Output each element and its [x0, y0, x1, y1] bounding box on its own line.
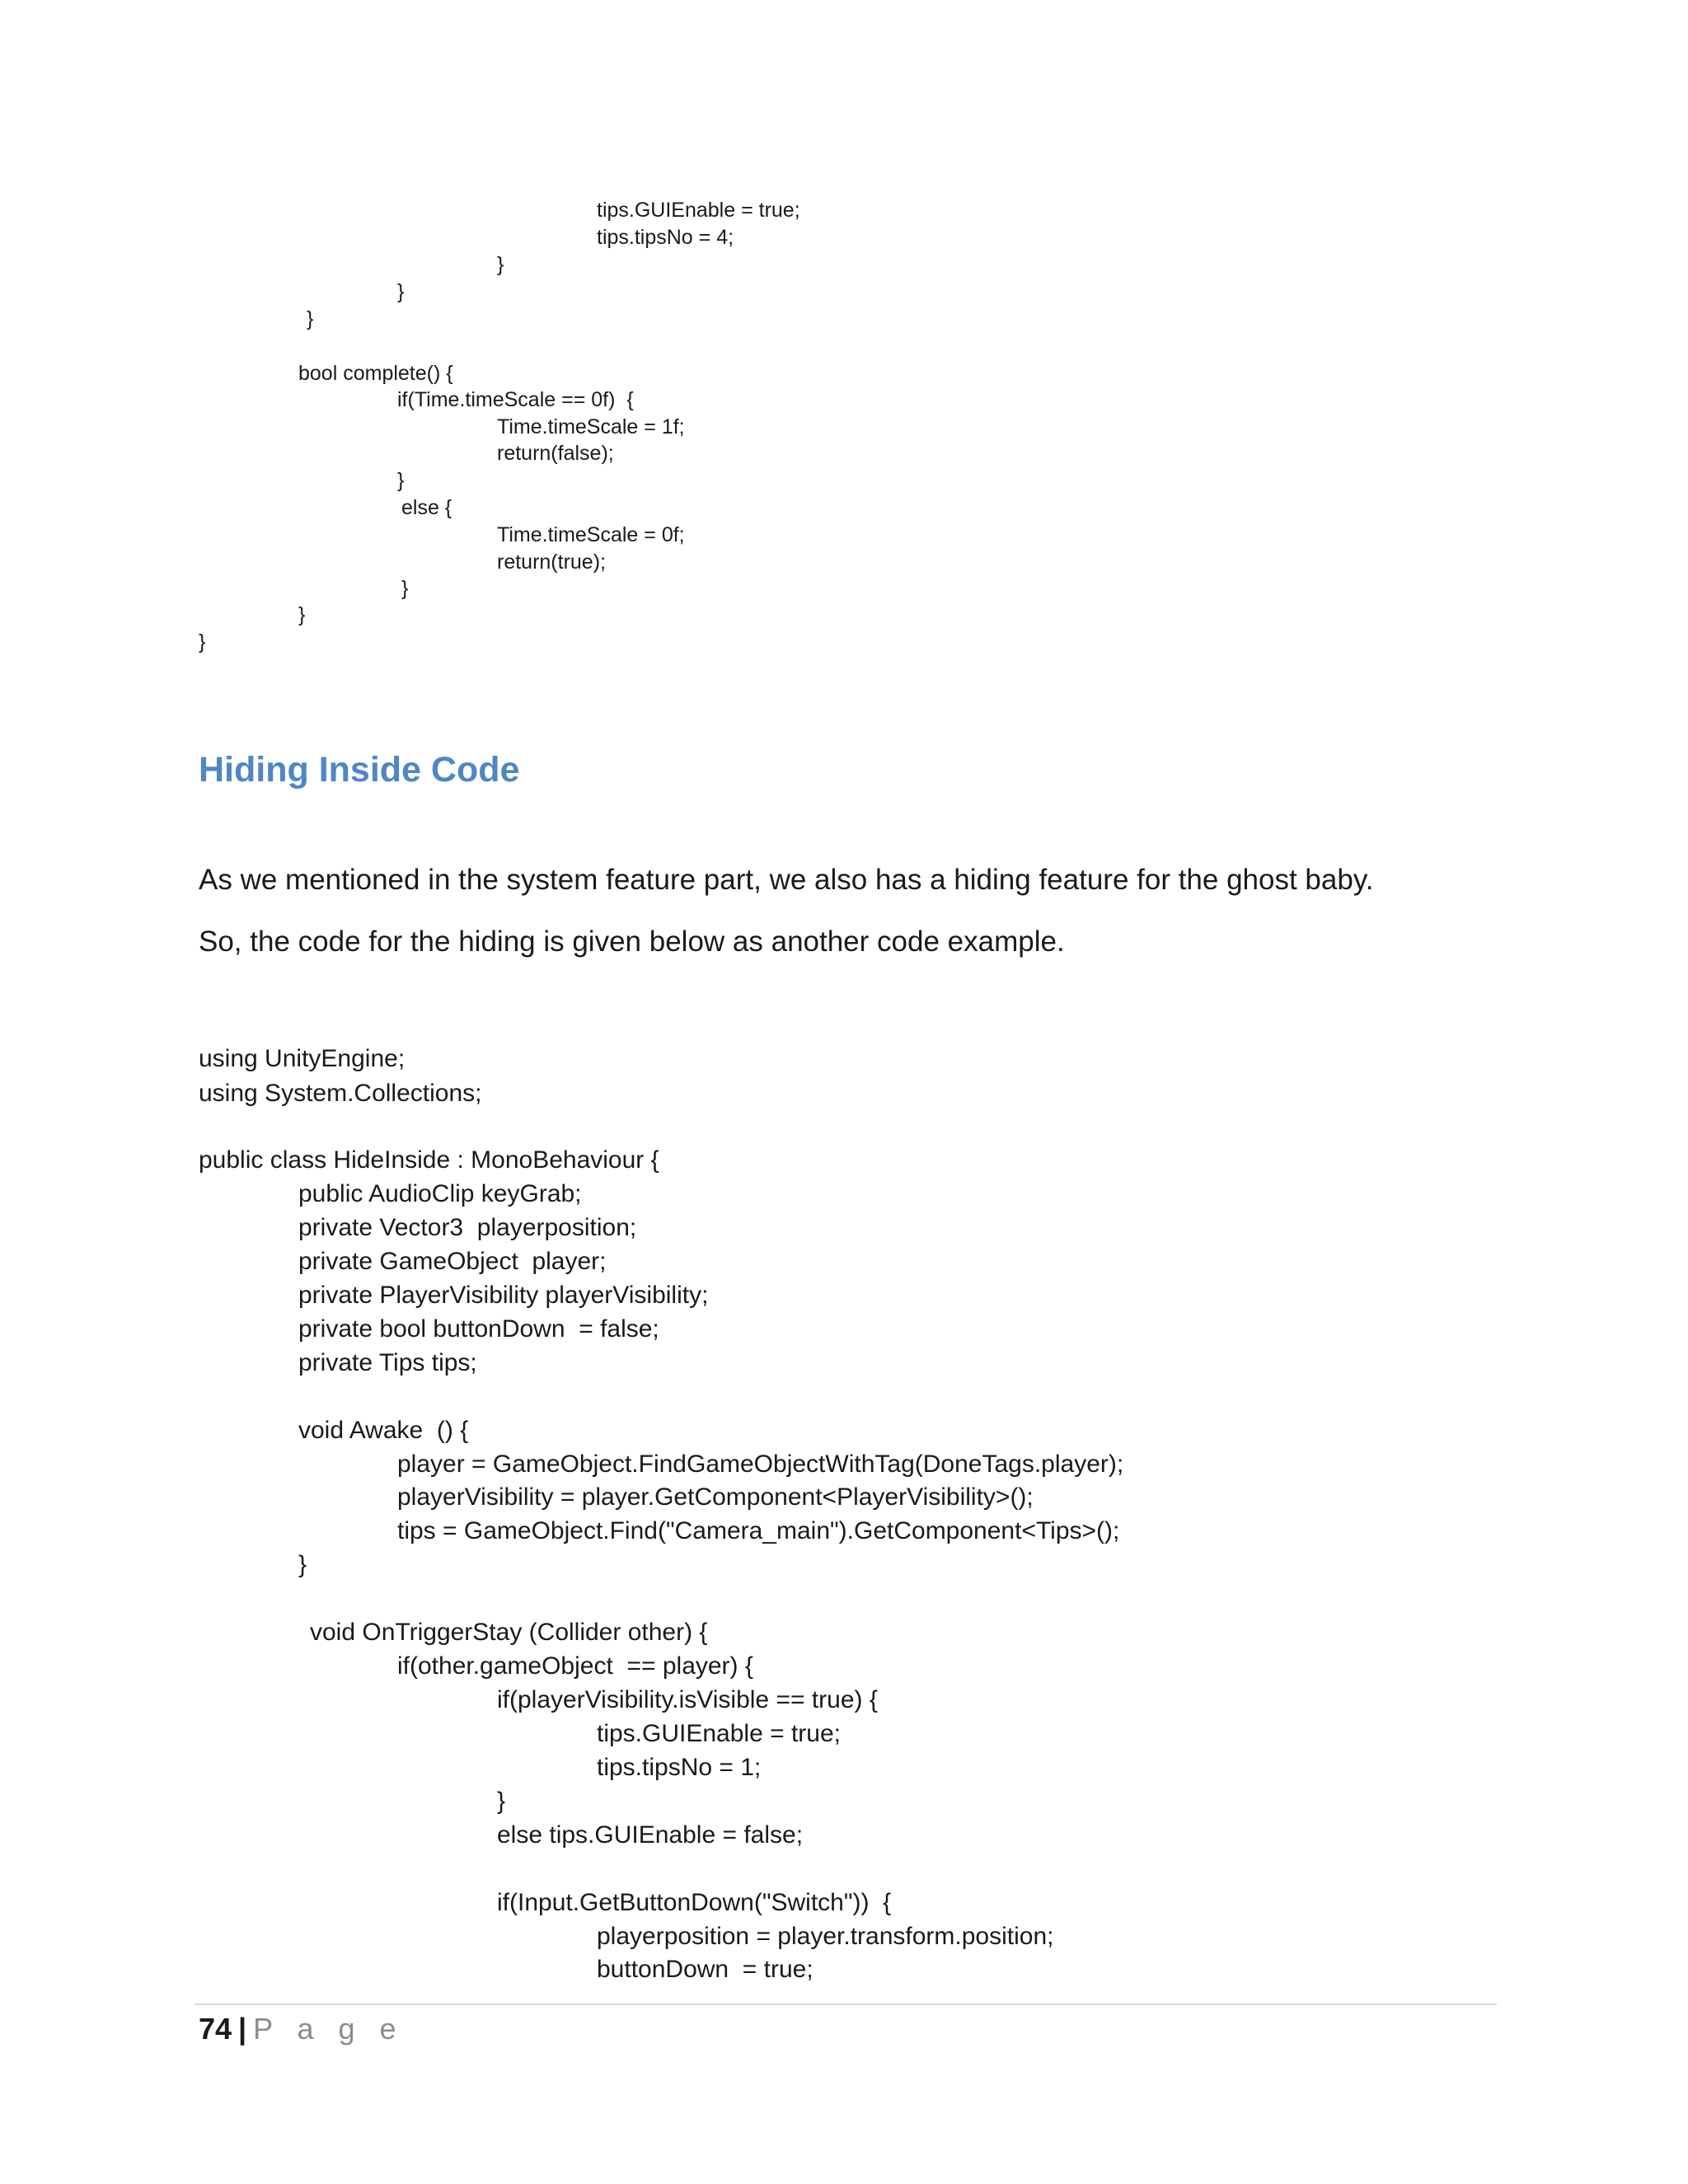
code-line: }: [401, 577, 409, 600]
code-line: }: [298, 1551, 307, 1578]
code-line: playerVisibility = player.GetComponent<PlayerVisibility>();: [397, 1483, 1034, 1511]
code-line: if(Time.timeScale == 0f) {: [397, 388, 634, 411]
code-line: private bool buttonDown = false;: [298, 1315, 659, 1343]
code-line: Time.timeScale = 0f;: [497, 523, 685, 546]
code-line: public AudioClip keyGrab;: [298, 1180, 582, 1207]
code-line: else {: [401, 496, 452, 519]
code-line: private Tips tips;: [298, 1349, 477, 1376]
code-line: return(true);: [497, 551, 606, 574]
code-line: if(Input.GetButtonDown("Switch")) {: [497, 1889, 892, 1916]
code-line: }: [397, 469, 405, 492]
code-line: tips.GUIEnable = true;: [597, 199, 800, 222]
code-line: private Vector3 playerposition;: [298, 1214, 637, 1241]
section-heading: Hiding Inside Code: [199, 750, 520, 790]
code-line: tips = GameObject.Find("Camera_main").GetComponent<Tips>();: [397, 1517, 1120, 1544]
code-line: if(playerVisibility.isVisible == true) {: [497, 1686, 878, 1713]
code-line: private GameObject player;: [298, 1248, 607, 1275]
code-line: private PlayerVisibility playerVisibility;: [298, 1282, 709, 1309]
code-line: using UnityEngine;: [199, 1045, 406, 1072]
code-line: else tips.GUIEnable = false;: [497, 1821, 804, 1849]
code-line: }: [199, 630, 206, 654]
page-label: P a g e: [253, 2012, 405, 2046]
footer-separator: |: [238, 2012, 247, 2046]
code-line: Time.timeScale = 1f;: [497, 415, 685, 438]
code-line: player = GameObject.FindGameObjectWithTag(DoneTags.player);: [397, 1451, 1124, 1478]
code-line: public class HideInside : MonoBehaviour {: [199, 1146, 659, 1174]
code-line: playerposition = player.transform.position;: [597, 1923, 1054, 1950]
page-number: 74: [199, 2012, 232, 2046]
code-line: tips.tipsNo = 4;: [597, 226, 734, 249]
code-line: }: [298, 603, 306, 626]
code-line: }: [497, 1788, 506, 1815]
code-line: tips.tipsNo = 1;: [597, 1754, 762, 1781]
code-line: tips.GUIEnable = true;: [597, 1720, 841, 1747]
code-line: }: [307, 307, 314, 330]
code-line: bool complete() {: [298, 362, 453, 385]
body-paragraph: So, the code for the hiding is given below as another code example.: [199, 926, 1065, 958]
footer-divider: [195, 2004, 1497, 2005]
code-line: void Awake () {: [298, 1417, 469, 1444]
code-line: }: [497, 253, 504, 276]
code-line: return(false);: [497, 442, 614, 465]
body-paragraph: As we mentioned in the system feature part, we also has a hiding feature for the ghost baby.: [199, 864, 1374, 896]
code-line: void OnTriggerStay (Collider other) {: [310, 1619, 708, 1646]
page-footer: [199, 2012, 405, 2046]
code-line: }: [397, 280, 405, 303]
code-line: using System.Collections;: [199, 1080, 482, 1107]
code-line: if(other.gameObject == player) {: [397, 1652, 753, 1680]
code-line: buttonDown = true;: [597, 1956, 814, 1983]
